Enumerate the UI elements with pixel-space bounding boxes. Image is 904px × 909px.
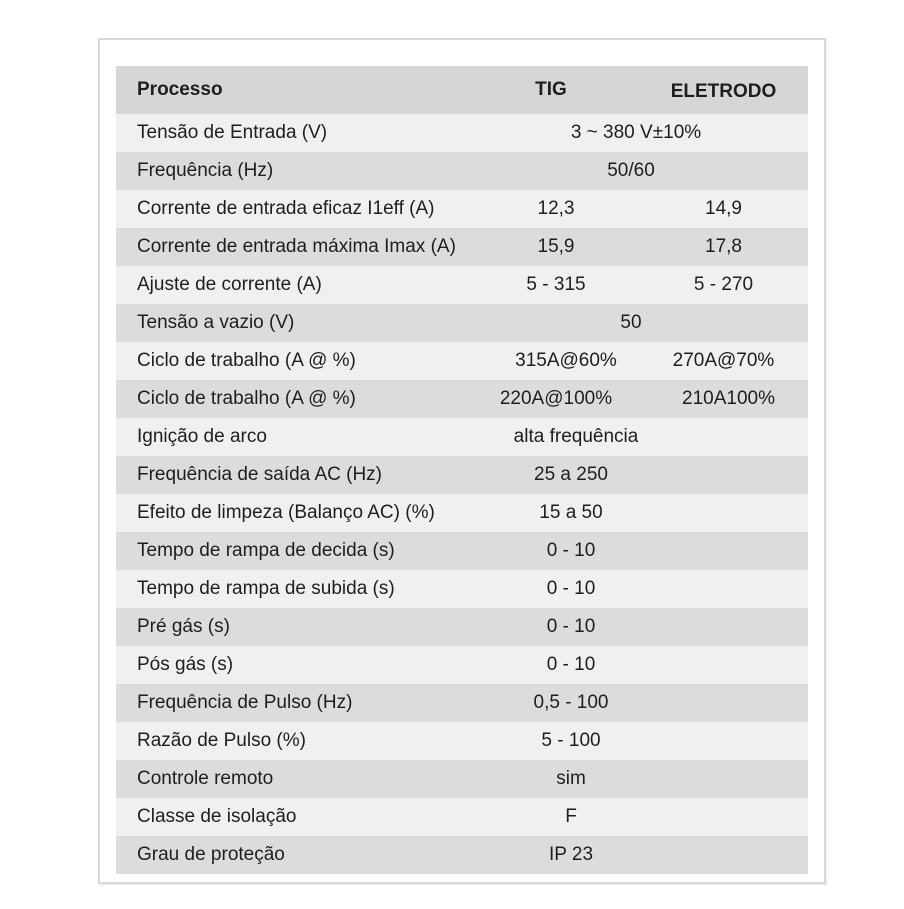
row-value: 0,5 - 100 <box>533 692 609 713</box>
row-label: Classe de isolação <box>137 806 297 827</box>
row-value: 0 - 10 <box>546 540 596 561</box>
row-label: Pré gás (s) <box>137 616 230 637</box>
table-header-row <box>116 66 808 114</box>
row-label: Tensão de Entrada (V) <box>137 122 328 143</box>
row-value: 5 - 100 <box>541 730 601 751</box>
table-row <box>116 418 808 456</box>
table-row <box>116 266 808 304</box>
header-tig: TIG <box>535 79 567 100</box>
table-row <box>116 114 808 152</box>
row-value: F <box>565 806 577 827</box>
header-eletrodo: ELETRODO <box>670 81 777 102</box>
row-value: 50/60 <box>607 160 655 181</box>
row-value: IP 23 <box>548 844 594 865</box>
row-eletrodo: 14,9 <box>705 198 742 219</box>
table-row <box>116 760 808 798</box>
spec-table <box>116 66 808 874</box>
table-row <box>116 836 808 874</box>
table-row <box>116 304 808 342</box>
table-row <box>116 608 808 646</box>
row-label: Efeito de limpeza (Balanço AC) (%) <box>137 502 435 523</box>
row-value: 25 a 250 <box>534 464 608 485</box>
table-row <box>116 722 808 760</box>
row-value: 3 ~ 380 V±10% <box>570 122 702 143</box>
row-label: Frequência de Pulso (Hz) <box>137 692 353 713</box>
row-value: 0 - 10 <box>546 616 596 637</box>
table-row <box>116 456 808 494</box>
row-label: Grau de proteção <box>137 844 285 865</box>
table-row <box>116 494 808 532</box>
table-row <box>116 532 808 570</box>
row-value: 15 a 50 <box>539 502 603 523</box>
row-eletrodo: 5 - 270 <box>693 274 754 295</box>
table-row <box>116 152 808 190</box>
row-tig: 5 - 315 <box>526 274 586 295</box>
row-label: Frequência (Hz) <box>137 160 274 181</box>
row-label: Tensão a vazio (V) <box>137 312 295 333</box>
row-label: Controle remoto <box>137 768 274 789</box>
table-row <box>116 342 808 380</box>
row-label: Frequência de saída AC (Hz) <box>137 464 383 485</box>
row-label: Razão de Pulso (%) <box>137 730 306 751</box>
row-eletrodo: 17,8 <box>705 236 742 257</box>
row-label: Corrente de entrada máxima Imax (A) <box>137 236 456 257</box>
table-row <box>116 190 808 228</box>
row-label: Pós gás (s) <box>137 654 234 675</box>
row-eletrodo: 210A100% <box>682 388 775 409</box>
row-tig: 15,9 <box>537 236 575 257</box>
table-row <box>116 646 808 684</box>
row-label: Tempo de rampa de subida (s) <box>137 578 395 599</box>
row-label: Ciclo de trabalho (A @ %) <box>137 388 356 409</box>
row-label: Ajuste de corrente (A) <box>137 274 322 295</box>
row-value: sim <box>556 768 586 789</box>
row-label: Ignição de arco <box>137 426 267 447</box>
row-value: 0 - 10 <box>546 654 596 675</box>
table-row <box>116 570 808 608</box>
table-row <box>116 380 808 418</box>
row-value: 0 - 10 <box>546 578 596 599</box>
row-value: alta frequência <box>513 426 639 447</box>
table-row <box>116 684 808 722</box>
row-value: 50 <box>620 312 642 333</box>
row-label: Tempo de rampa de decida (s) <box>137 540 395 561</box>
row-tig: 12,3 <box>537 198 575 219</box>
table-row <box>116 798 808 836</box>
header-processo: Processo <box>137 79 223 100</box>
row-tig: 220A@100% <box>499 388 613 409</box>
row-label: Corrente de entrada eficaz I1eff (A) <box>137 198 435 219</box>
row-label: Ciclo de trabalho (A @ %) <box>137 350 356 371</box>
row-eletrodo: 270A@70% <box>672 350 775 371</box>
row-tig: 315A@60% <box>515 350 617 371</box>
table-row <box>116 228 808 266</box>
